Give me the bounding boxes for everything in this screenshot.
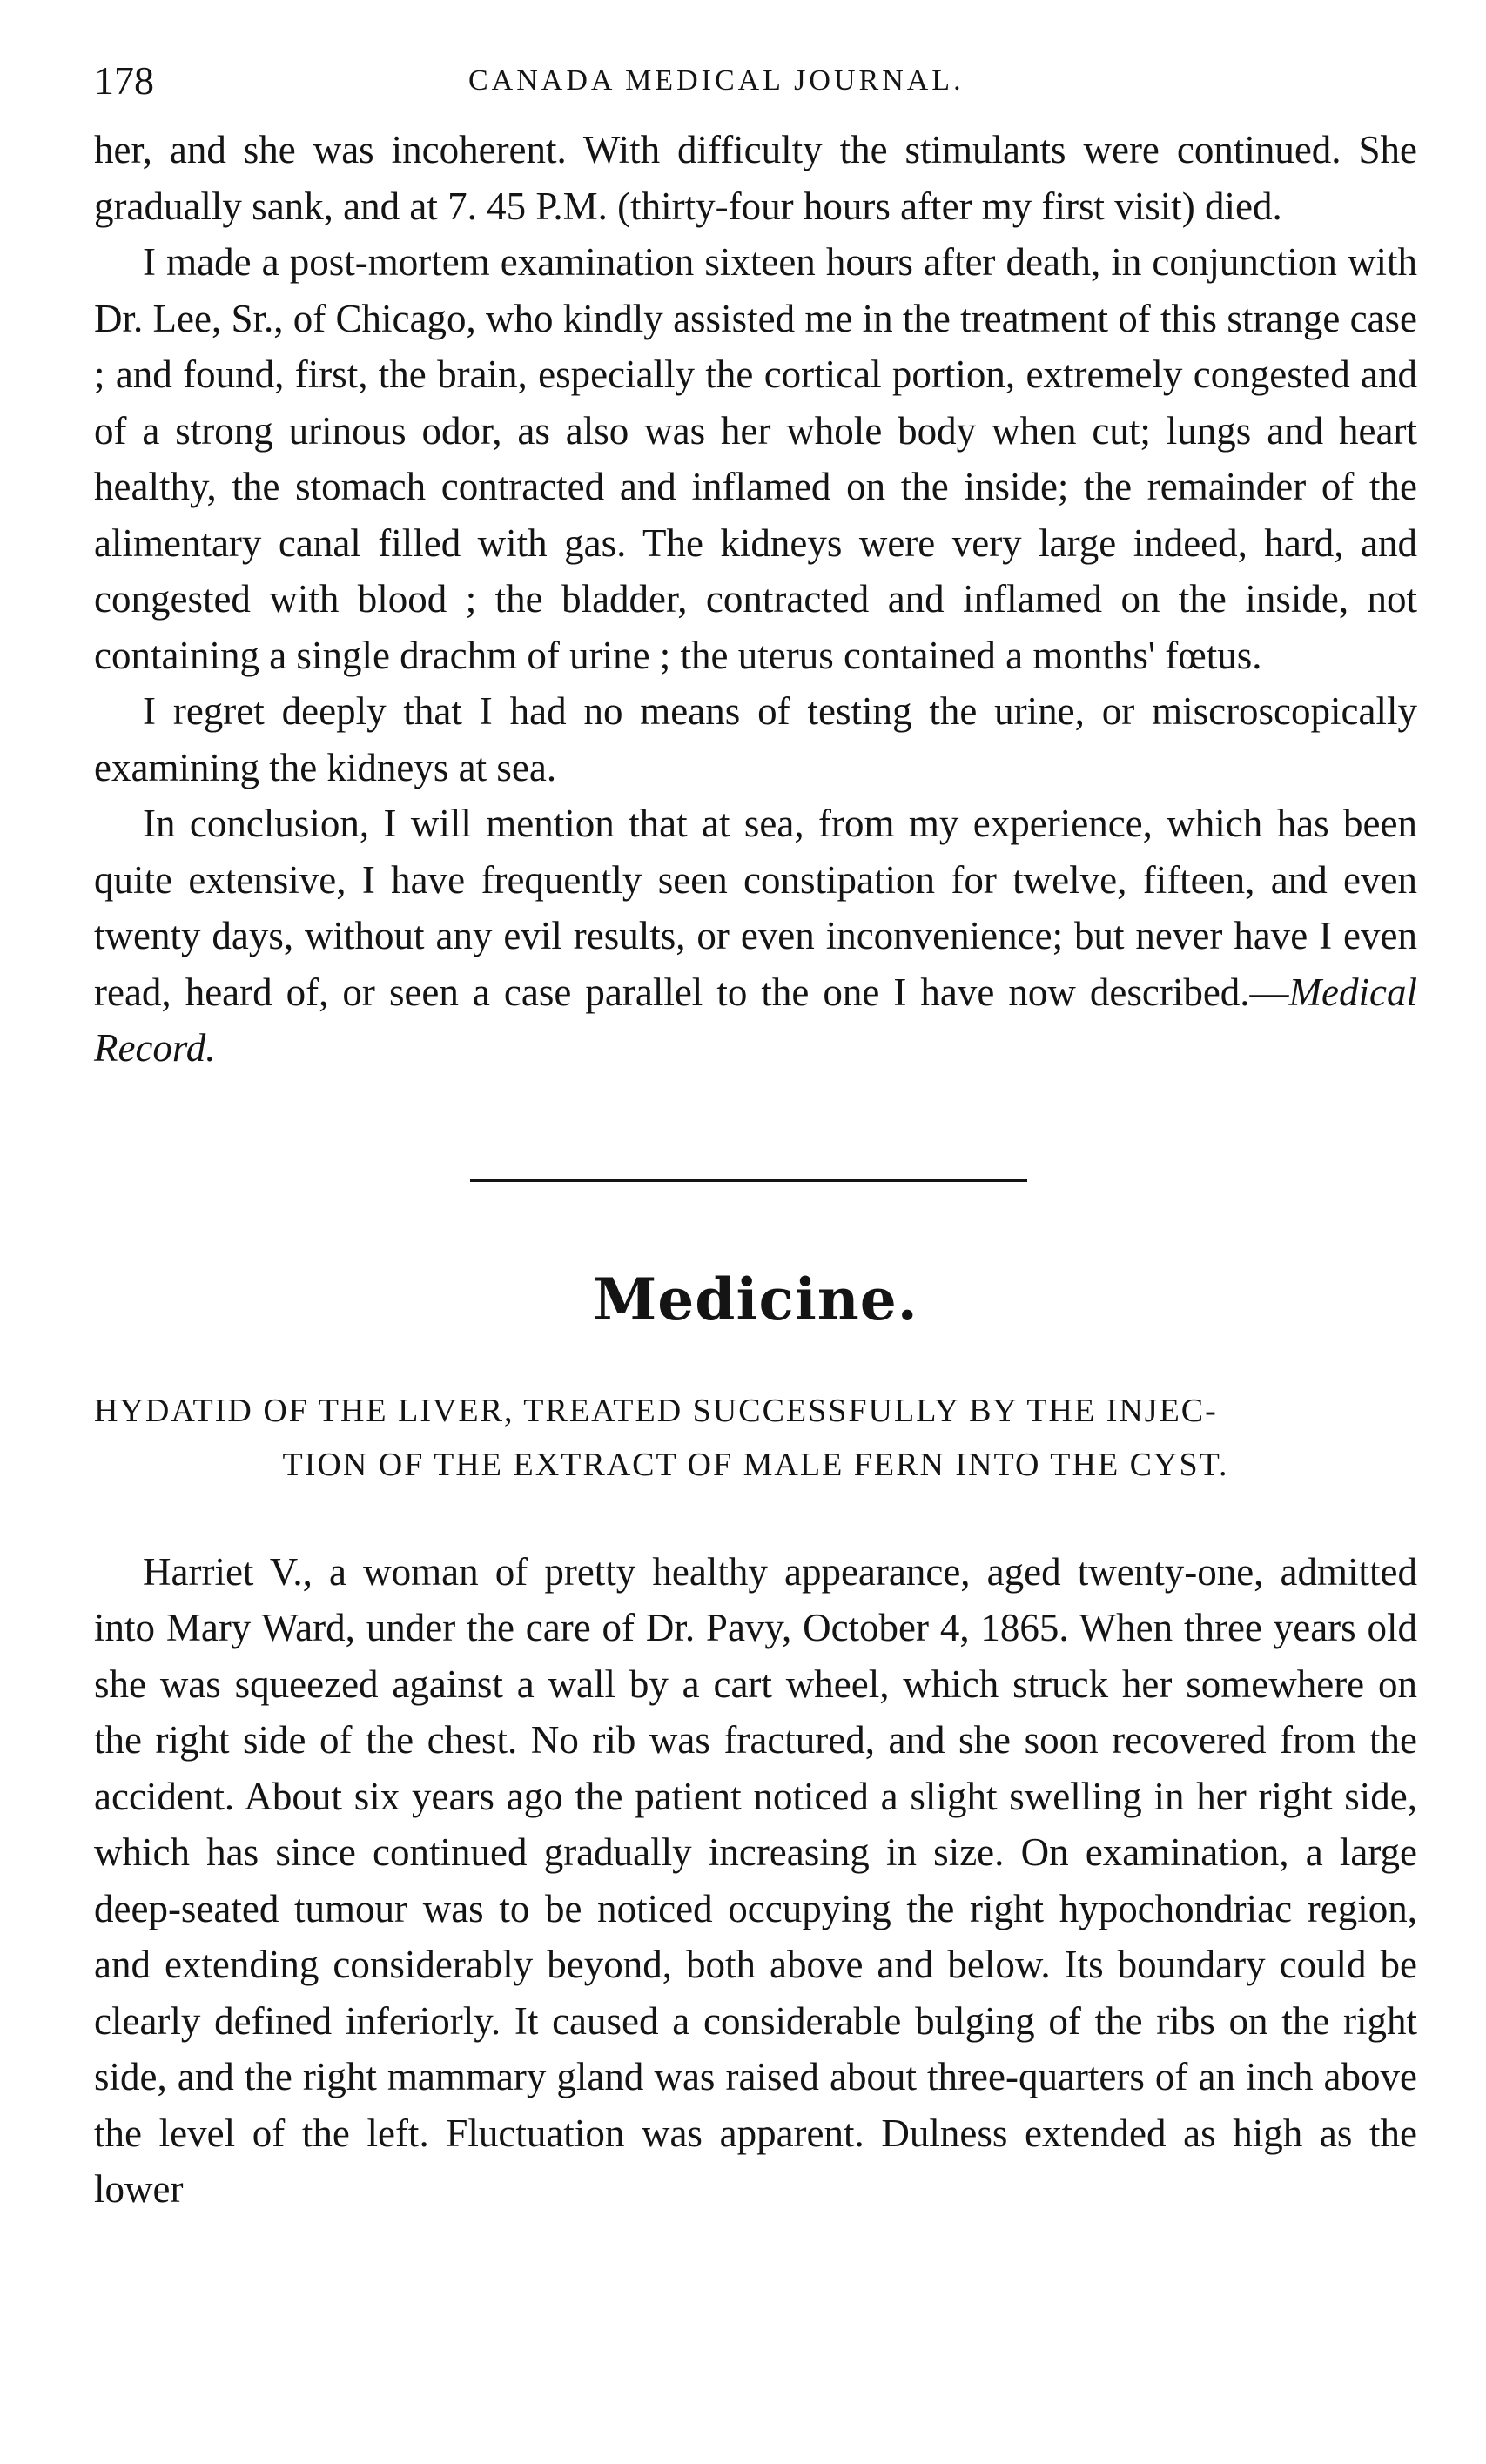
running-title: CANADA MEDICAL JOURNAL. xyxy=(468,64,965,97)
article-paragraph: Harriet V., a woman of pretty healthy appearance, aged twenty-one, admitted into Mary Ward, under the care of Dr. Pavy, October 4, 1865. When three years old she was squeezed against a wall by a cart wheel, which struck her somewhere on the right side of the chest. No rib was fractured, and she soon recovered from the accident. About six years ago the patient noticed a slight swelling in her right side, which has since continued gradually increasing in size. On examination, a large deep-seated tumour was to be noticed occupying the right hypochondriac region, and extending considerably beyond, both above and below. Its boundary could be clearly defined inferiorly. It caused a considerable bulging of the ribs on the right side, and the right mammary gland was raised about three-quarters of an inch above the level of the left. Fluctuation was apparent. Dulness extended as high as the lower xyxy=(94,1549,1417,2211)
paragraph-2: I made a post-mortem examination sixteen hours after death, in conjunction with Dr. Lee, Sr., of Chicago, who kindly assisted me in the treatment of this strange case ; and found, first, the brain, especially the cortical portion, extremely congested and of a strong urinous odor, as also was her whole body when cut; lungs and heart healthy, the stomach contracted and inflamed on the inside; the remainder of the alimentary canal filled with gas. The kidneys were very large indeed, hard, and congested with blood ; the bladder, contracted and inflamed on the inside, not containing a single drachm of urine ; the uterus contained a months' fœtus. xyxy=(94,240,1417,677)
section-heading: Medicine. xyxy=(593,1265,918,1333)
paragraph-4-text: In conclusion, I will mention that at sea, from my experience, which has been quite extensive, I have frequently seen constipation for twelve, fifteen, and even twenty days, without any evil results, or even inconvenience; but never have I even read, heard of, or seen a case parallel to the one I have now described.— xyxy=(94,802,1417,1014)
paragraph-3: I regret deeply that I had no means of testing the urine, or miscroscopically examining the kidneys at sea. xyxy=(94,689,1417,789)
page-number: 178 xyxy=(94,58,154,103)
paragraph-1: her, and she was incoherent. With difficulty the stimulants were continued. She gradually sank, and at 7. 45 P.M. (thirty-four hours after my first visit) died. xyxy=(94,128,1417,228)
paragraph-4 xyxy=(94,796,1417,1077)
article-title xyxy=(94,1384,1417,1492)
article-continuation xyxy=(94,122,1417,1077)
page-header xyxy=(94,52,1417,122)
source-citation: Medical Record. xyxy=(94,970,1417,1070)
article-body xyxy=(94,1544,1417,2218)
article-title-line-2: TION OF THE EXTRACT OF MALE FERN INTO THE CYST. xyxy=(282,1446,1229,1483)
section-divider xyxy=(470,1179,1027,1182)
article-title-line-1: HYDATID OF THE LIVER, TREATED SUCCESSFULLY BY THE INJEC- xyxy=(94,1392,1218,1429)
journal-page xyxy=(94,52,1417,2218)
